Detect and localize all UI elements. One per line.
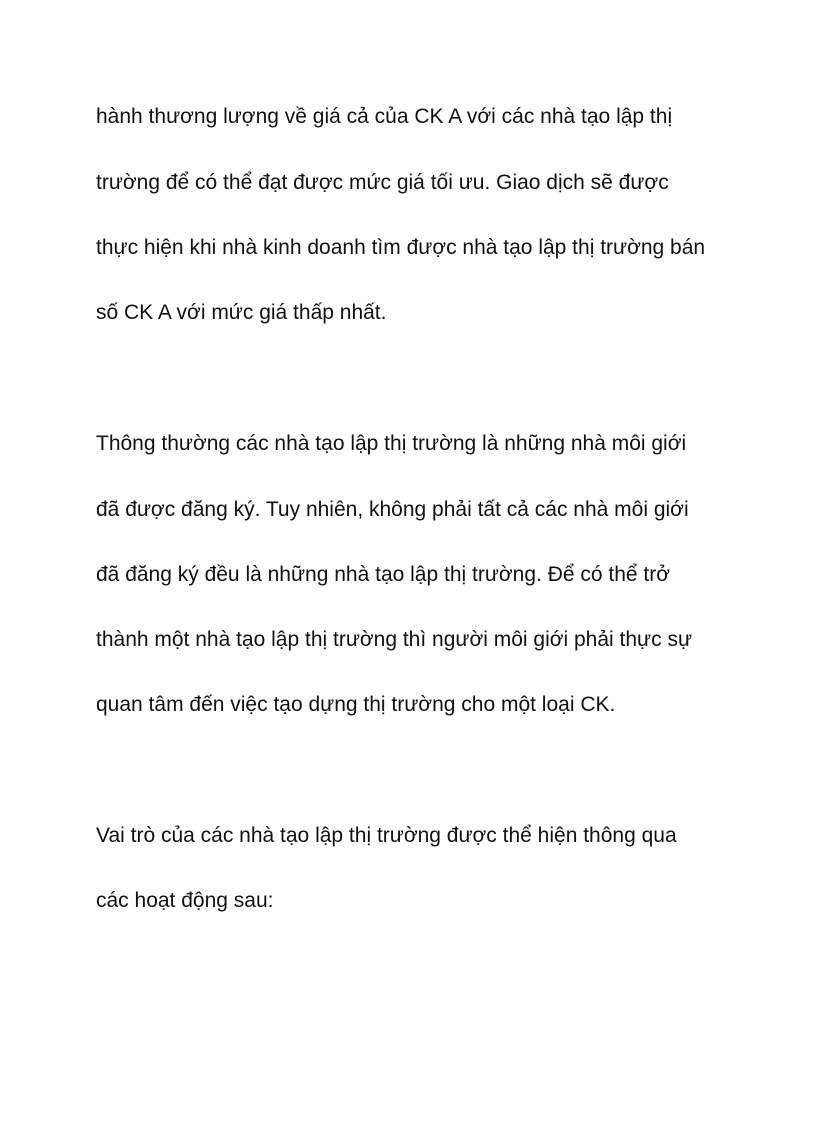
text-line: thành một nhà tạo lập thị trường thì người môi giới phải thực sự: [96, 628, 693, 651]
text-line: hành thương lượng về giá cả của CK A với các nhà tạo lập thị: [96, 105, 673, 128]
text-line: đã đăng ký đều là những nhà tạo lập thị trường. Để có thể trở: [96, 563, 671, 586]
text-line: số CK A với mức giá thấp nhất.: [96, 301, 387, 324]
text-line: Thông thường các nhà tạo lập thị trường là những nhà môi giới: [96, 432, 687, 455]
text-line: đã được đăng ký. Tuy nhiên, không phải tất cả các nhà môi giới: [96, 498, 689, 521]
text-line: quan tâm đến việc tạo dựng thị trường cho một loại CK.: [96, 693, 616, 716]
text-line: trường để có thể đạt được mức giá tối ưu. Giao dịch sẽ được: [96, 171, 669, 194]
text-line: các hoạt động sau:: [96, 889, 274, 912]
text-line: thực hiện khi nhà kinh doanh tìm được nhà tạo lập thị trường bán: [96, 236, 706, 259]
text-line: Vai trò của các nhà tạo lập thị trường được thể hiện thông qua: [96, 824, 677, 847]
